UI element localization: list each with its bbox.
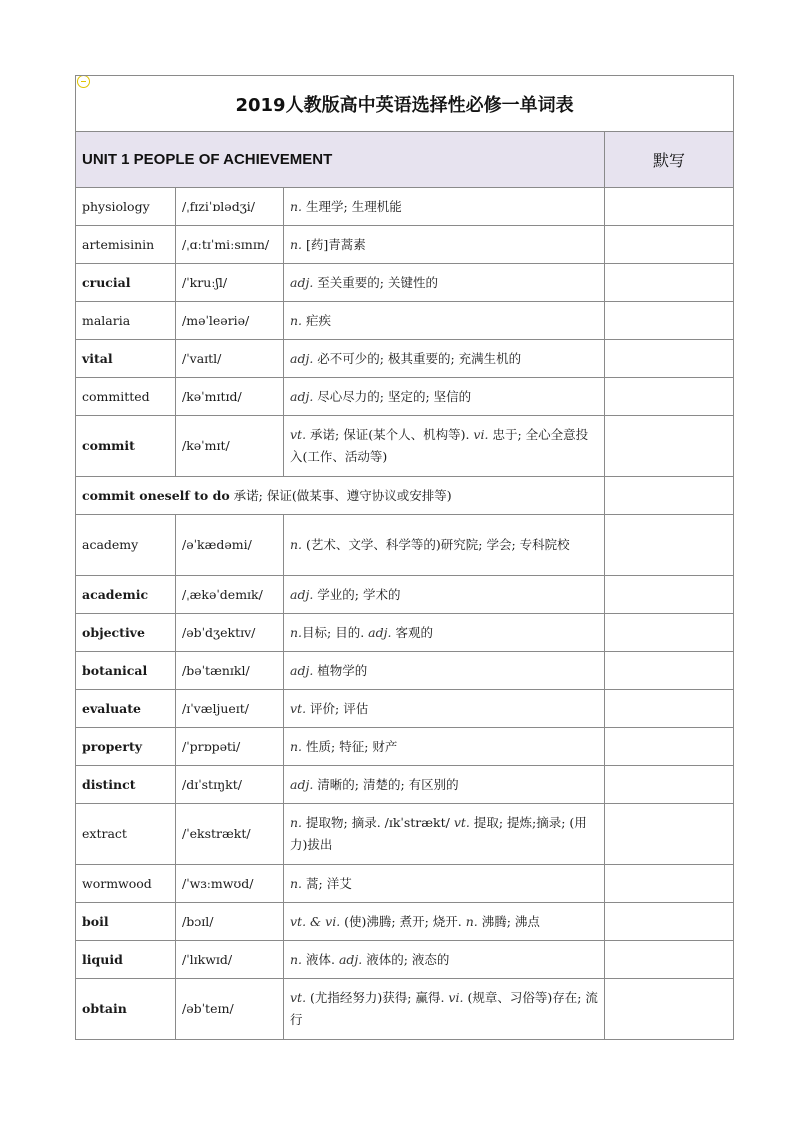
dictation-cell[interactable] xyxy=(605,576,734,614)
vocab-row xyxy=(76,941,734,979)
part-of-speech: vt. xyxy=(290,990,307,1006)
meaning-cell xyxy=(284,614,605,652)
dictation-cell[interactable] xyxy=(605,614,734,652)
vocab-row xyxy=(76,515,734,576)
vocab-row xyxy=(76,416,734,477)
word-cell: vital xyxy=(76,340,176,378)
phonetic-cell: /kəˈmɪtɪd/ xyxy=(176,378,284,416)
definition-text: 尽心尽力的; 坚定的; 坚信的 xyxy=(313,388,472,404)
meaning-cell xyxy=(284,804,605,865)
dictation-cell[interactable] xyxy=(605,979,734,1040)
definition-text: 客观的 xyxy=(391,624,433,640)
phonetic-cell: /ˈkruːʃl/ xyxy=(176,264,284,302)
vocab-row xyxy=(76,652,734,690)
phonetic-cell: /ˈlɪkwɪd/ xyxy=(176,941,284,979)
phonetic-cell: /bɔɪl/ xyxy=(176,903,284,941)
word-cell: academic xyxy=(76,576,176,614)
part-of-speech: n. xyxy=(290,815,303,831)
meaning-cell xyxy=(284,515,605,576)
vocab-row xyxy=(76,804,734,865)
dictation-cell[interactable] xyxy=(605,652,734,690)
vocabulary-table xyxy=(75,75,734,1040)
part-of-speech: vt. xyxy=(290,700,307,716)
dictation-cell[interactable] xyxy=(605,302,734,340)
phonetic-cell: /bəˈtænɪkl/ xyxy=(176,652,284,690)
meaning-cell xyxy=(284,188,605,226)
meaning-cell xyxy=(284,340,605,378)
definition-text: 疟疾 xyxy=(302,312,332,328)
part-of-speech: n. xyxy=(290,624,303,640)
dictation-cell[interactable] xyxy=(605,416,734,477)
definition-text: 沸腾; 沸点 xyxy=(477,913,540,929)
definition-text: 性质; 特征; 财产 xyxy=(302,738,398,754)
part-of-speech: adj. xyxy=(290,662,314,678)
definition-text: 蒿; 洋艾 xyxy=(302,875,352,891)
word-cell: artemisinin xyxy=(76,226,176,264)
meaning-cell xyxy=(284,690,605,728)
phrase-row xyxy=(76,477,734,515)
phonetic-cell: /ˈvaɪtl/ xyxy=(176,340,284,378)
meaning-cell xyxy=(284,652,605,690)
dictation-cell[interactable] xyxy=(605,804,734,865)
definition-text: 承诺; 保证(某个人、机构等). xyxy=(306,427,474,443)
part-of-speech: adj. xyxy=(290,274,314,290)
definition-text: 忠于; 全心全意投入(工作、活动等) xyxy=(290,427,589,464)
vocab-row xyxy=(76,378,734,416)
meaning-cell xyxy=(284,226,605,264)
meaning-cell xyxy=(284,728,605,766)
vocab-row xyxy=(76,979,734,1040)
part-of-speech: vi. xyxy=(448,990,464,1006)
phonetic-cell: /əbˈdʒektɪv/ xyxy=(176,614,284,652)
word-cell: academy xyxy=(76,515,176,576)
phonetic-cell: /kəˈmɪt/ xyxy=(176,416,284,477)
meaning-cell xyxy=(284,264,605,302)
word-cell: physiology xyxy=(76,188,176,226)
document-title: 2019人教版高中英语选择性必修一单词表 xyxy=(76,76,734,132)
word-cell: malaria xyxy=(76,302,176,340)
meaning-cell xyxy=(284,903,605,941)
part-of-speech: adj. xyxy=(290,388,314,404)
part-of-speech: n. xyxy=(290,312,303,328)
part-of-speech: adj. xyxy=(290,586,314,602)
dictation-cell[interactable] xyxy=(605,226,734,264)
phonetic-cell: /ˌɑːtɪˈmiːsɪnɪn/ xyxy=(176,226,284,264)
word-cell: committed xyxy=(76,378,176,416)
definition-text: 目标; 目的. xyxy=(302,624,369,640)
part-of-speech: n. xyxy=(290,236,303,252)
definition-text: 清晰的; 清楚的; 有区别的 xyxy=(313,776,459,792)
part-of-speech: adj. xyxy=(338,951,363,967)
dictation-cell[interactable] xyxy=(605,941,734,979)
dictation-cell[interactable] xyxy=(605,340,734,378)
phonetic-cell: /ˈwɜːmwʊd/ xyxy=(176,865,284,903)
word-cell: crucial xyxy=(76,264,176,302)
definition-text: 至关重要的; 关键性的 xyxy=(313,274,438,290)
meaning-cell xyxy=(284,979,605,1040)
part-of-speech: n. xyxy=(465,913,478,929)
definition-text: 液体的; 液态的 xyxy=(362,951,450,967)
part-of-speech: n. xyxy=(290,537,303,553)
dictation-header: 默写 xyxy=(605,132,734,188)
part-of-speech: vt. xyxy=(290,427,307,443)
meaning-cell xyxy=(284,378,605,416)
word-cell: distinct xyxy=(76,766,176,804)
definition-text: 提取; 提炼;摘录; (用力)拔出 xyxy=(290,815,587,852)
dictation-cell[interactable] xyxy=(605,766,734,804)
meaning-cell xyxy=(284,576,605,614)
vocab-row xyxy=(76,226,734,264)
dictation-cell[interactable] xyxy=(605,264,734,302)
dictation-cell[interactable] xyxy=(605,690,734,728)
vocab-row xyxy=(76,614,734,652)
meaning-cell xyxy=(284,865,605,903)
phonetic-cell: /məˈleəriə/ xyxy=(176,302,284,340)
meaning-cell xyxy=(284,302,605,340)
definition-text: (尤指经努力)获得; 赢得. xyxy=(306,990,449,1006)
vocab-row xyxy=(76,188,734,226)
vocab-row xyxy=(76,690,734,728)
definition-text: (艺术、文学、科学等的)研究院; 学会; 专科院校 xyxy=(302,537,570,553)
meaning-cell xyxy=(284,416,605,477)
word-cell: extract xyxy=(76,804,176,865)
definition-text: 评价; 评估 xyxy=(306,700,369,716)
dictation-cell[interactable] xyxy=(605,378,734,416)
part-of-speech: adj. xyxy=(290,350,314,366)
dictation-cell[interactable] xyxy=(605,477,734,515)
part-of-speech: adj. xyxy=(290,776,314,792)
phonetic-cell: /dɪˈstɪŋkt/ xyxy=(176,766,284,804)
phrase-text: commit oneself to do xyxy=(82,487,230,503)
definition-text: [药]青蒿素 xyxy=(302,236,366,252)
phrase-meaning: 承诺; 保证(做某事、遵守协议或安排等) xyxy=(233,487,452,503)
word-cell: evaluate xyxy=(76,690,176,728)
word-cell: wormwood xyxy=(76,865,176,903)
dictation-cell[interactable] xyxy=(605,903,734,941)
part-of-speech: n. xyxy=(290,738,303,754)
unit-header-row xyxy=(76,132,734,188)
part-of-speech: vt. & vi. xyxy=(290,913,341,929)
dictation-cell[interactable] xyxy=(605,728,734,766)
word-cell: boil xyxy=(76,903,176,941)
meaning-cell xyxy=(284,766,605,804)
part-of-speech: adj. xyxy=(368,624,392,640)
part-of-speech: n. xyxy=(290,875,303,891)
vocab-row xyxy=(76,264,734,302)
definition-text: 生理学; 生理机能 xyxy=(302,198,402,214)
vocab-row xyxy=(76,302,734,340)
word-cell: obtain xyxy=(76,979,176,1040)
vocab-row xyxy=(76,728,734,766)
vocab-row xyxy=(76,903,734,941)
dictation-cell[interactable] xyxy=(605,188,734,226)
definition-text: 学业的; 学术的 xyxy=(313,586,401,602)
phonetic-cell: /əbˈteɪn/ xyxy=(176,979,284,1040)
phonetic-cell: /ˈprɒpəti/ xyxy=(176,728,284,766)
definition-text: (使)沸腾; 煮开; 烧开. xyxy=(340,913,466,929)
part-of-speech: n. xyxy=(290,951,303,967)
vocab-row xyxy=(76,340,734,378)
phrase-cell xyxy=(76,477,605,515)
phonetic-cell: /ˈekstrækt/ xyxy=(176,804,284,865)
definition-text: 液体. xyxy=(302,951,339,967)
definition-text: (规章、习俗等)存在; 流行 xyxy=(290,990,598,1027)
unit-title: UNIT 1 PEOPLE OF ACHIEVEMENT xyxy=(76,132,605,188)
vocab-row xyxy=(76,865,734,903)
vocab-row xyxy=(76,766,734,804)
part-of-speech: n. xyxy=(290,198,303,214)
definition-text: 植物学的 xyxy=(313,662,368,678)
phonetic-cell: /ɪˈvæljueɪt/ xyxy=(176,690,284,728)
title-row xyxy=(76,76,734,132)
word-cell: commit xyxy=(76,416,176,477)
phonetic-cell: /ˌfɪziˈɒlədʒi/ xyxy=(176,188,284,226)
meaning-cell xyxy=(284,941,605,979)
part-of-speech: vt. xyxy=(453,815,470,831)
dictation-cell[interactable] xyxy=(605,865,734,903)
dictation-cell[interactable] xyxy=(605,515,734,576)
word-cell: property xyxy=(76,728,176,766)
word-cell: objective xyxy=(76,614,176,652)
word-cell: botanical xyxy=(76,652,176,690)
part-of-speech: vi. xyxy=(473,427,489,443)
phonetic-cell: /əˈkædəmi/ xyxy=(176,515,284,576)
definition-text: 提取物; 摘录. /ɪkˈstrækt/ xyxy=(302,815,454,831)
word-cell: liquid xyxy=(76,941,176,979)
vocab-row xyxy=(76,576,734,614)
phonetic-cell: /ˌækəˈdemɪk/ xyxy=(176,576,284,614)
definition-text: 必不可少的; 极其重要的; 充满生机的 xyxy=(313,350,522,366)
